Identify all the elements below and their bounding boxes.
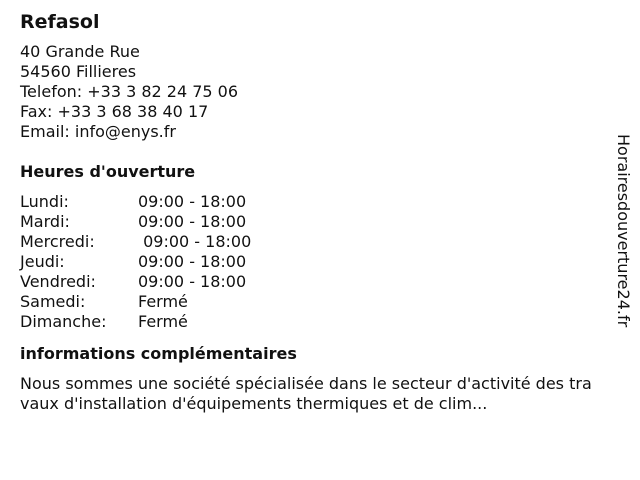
day-label: Vendredi: — [20, 272, 96, 291]
day-hours: 09:00 - 18:00 — [138, 252, 247, 271]
hours-row-monday — [20, 192, 605, 212]
phone-number: Telefon: +33 3 82 24 75 06 — [20, 82, 239, 101]
day-label: Jeudi: — [20, 252, 65, 271]
day-hours: 09:00 - 18:00 — [138, 232, 252, 251]
street-address: 40 Grande Rue — [20, 42, 140, 61]
day-label: Dimanche: — [20, 312, 107, 331]
additional-info-title: informations complémentaires — [20, 344, 297, 363]
additional-info-text: Nous sommes une société spécialisée dans le secteur d'activité des travaux d'installation d'équipements thermiques et de clim... — [20, 374, 592, 413]
email-address: Email: info@enys.fr — [20, 122, 176, 141]
hours-row-thursday — [20, 252, 605, 272]
day-label: Mardi: — [20, 212, 70, 231]
business-card — [20, 10, 605, 414]
day-hours: 09:00 - 18:00 — [138, 212, 247, 231]
day-hours: Fermé — [138, 292, 188, 311]
day-label: Samedi: — [20, 292, 86, 311]
hours-row-tuesday — [20, 212, 605, 232]
fax-number: Fax: +33 3 68 38 40 17 — [20, 102, 209, 121]
day-hours: 09:00 - 18:00 — [138, 192, 247, 211]
address-block — [20, 42, 605, 142]
opening-hours-table — [20, 192, 605, 332]
hours-row-sunday — [20, 312, 605, 332]
day-hours: 09:00 - 18:00 — [138, 272, 247, 291]
hours-row-wednesday — [20, 232, 605, 252]
hours-row-saturday — [20, 292, 605, 312]
day-hours: Fermé — [138, 312, 188, 331]
postal-city: 54560 Fillieres — [20, 62, 137, 81]
day-label: Mercredi: — [20, 232, 95, 251]
hours-row-friday — [20, 272, 605, 292]
business-name: Refasol — [20, 11, 100, 33]
site-watermark: Horairesdouverture24.fr — [614, 134, 633, 328]
day-label: Lundi: — [20, 192, 69, 211]
opening-hours-title: Heures d'ouverture — [20, 162, 196, 181]
